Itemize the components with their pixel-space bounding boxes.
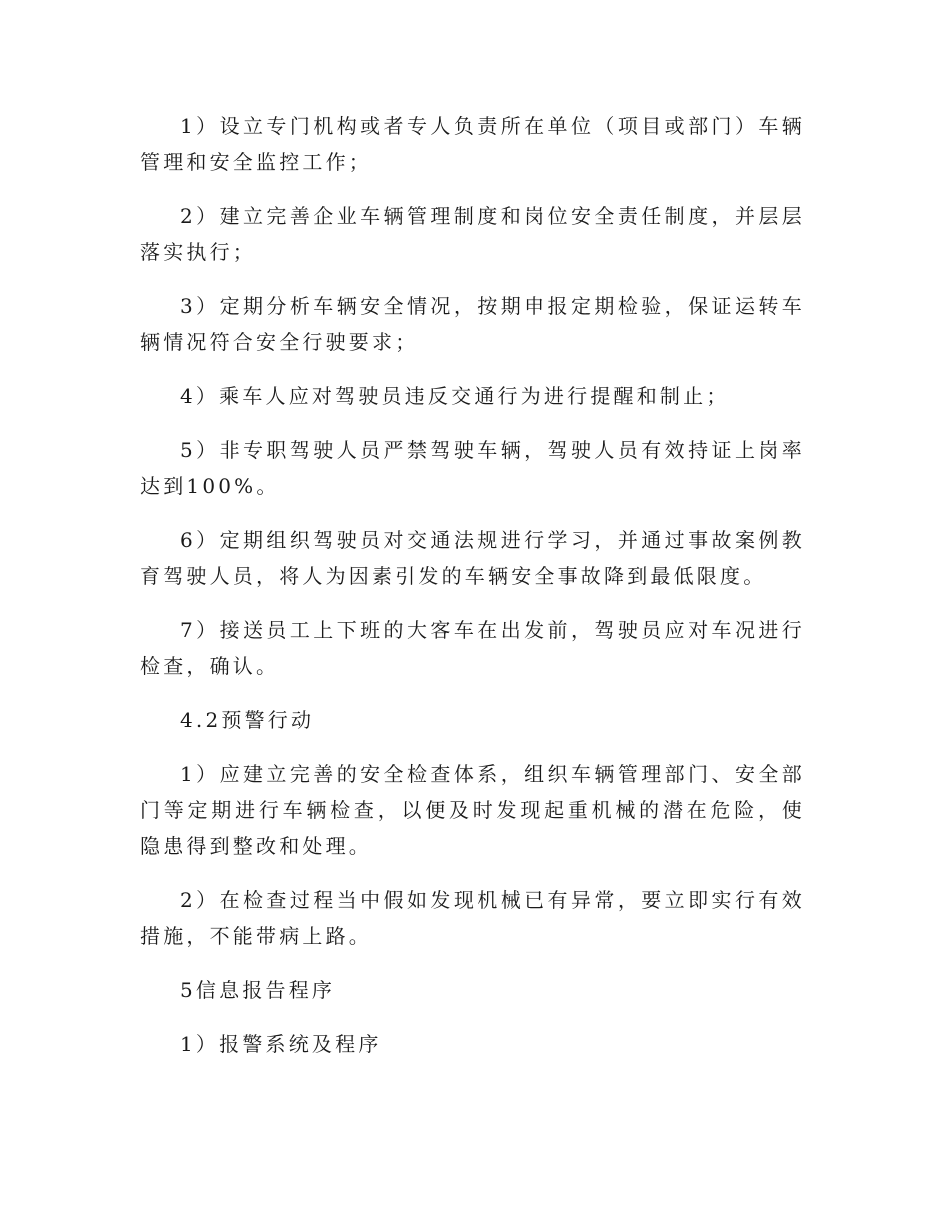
paragraph-10: 1）报警系统及程序 [180,1032,382,1056]
paragraph-6: 6）定期组织驾驶员对交通法规进行学习，并通过事故案例教育驾驶人员，将人为因素引发的车辆安全事故降到最低限度。 [140,528,805,588]
paragraph-7: 7）接送员工上下班的大客车在出发前，驾驶员应对车况进行检查，确认。 [140,618,805,678]
paragraph-3: 3）定期分析车辆安全情况，按期申报定期检验，保证运转车辆情况符合安全行驶要求； [140,294,805,354]
paragraph-8: 1）应建立完善的安全检查体系，组织车辆管理部门、安全部门等定期进行车辆检查，以便及时发现起重机械的潜在危险，使隐患得到整改和处理。 [140,762,805,858]
document-body [140,108,805,1080]
section-heading-5: 5信息报告程序 [180,978,336,1002]
paragraph-5: 5）非专职驾驶人员严禁驾驶车辆，驾驶人员有效持证上岗率达到100%。 [140,438,805,498]
paragraph-4: 4）乘车人应对驾驶员违反交通行为进行提醒和制止； [180,384,730,408]
section-heading-4-2: 4.2预警行动 [180,708,315,732]
paragraph-9: 2）在检查过程当中假如发现机械已有异常，要立即实行有效措施，不能带病上路。 [140,888,805,948]
paragraph-1: 1）设立专门机构或者专人负责所在单位（项目或部门）车辆管理和安全监控工作； [140,114,805,174]
paragraph-2: 2）建立完善企业车辆管理制度和岗位安全责任制度，并层层落实执行； [140,204,805,264]
